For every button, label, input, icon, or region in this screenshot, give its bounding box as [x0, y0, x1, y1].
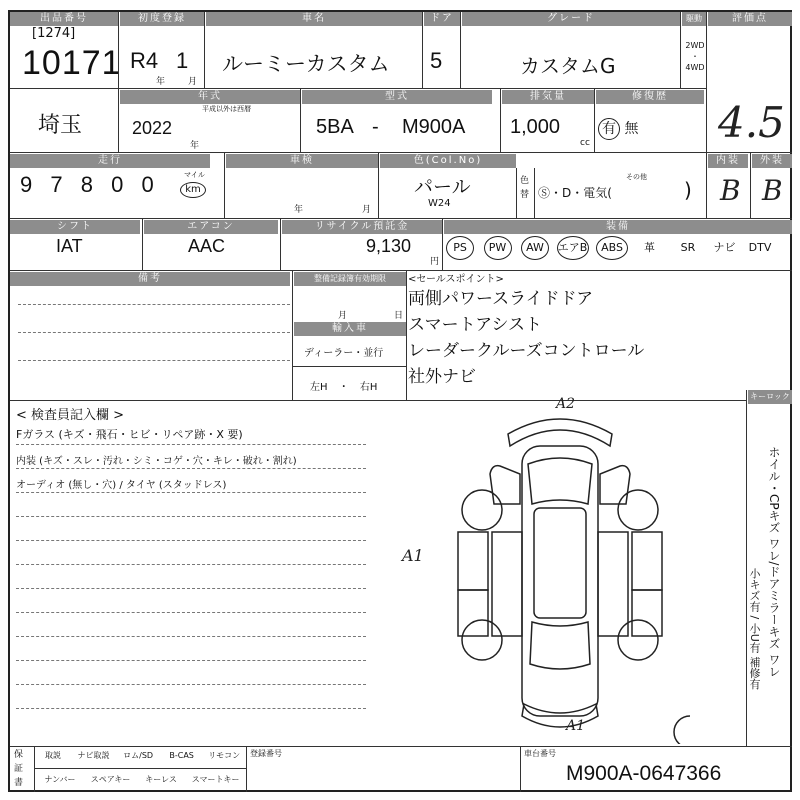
chassis-number: M900A-0647366 [566, 762, 722, 785]
model-prefix: 5BA [316, 116, 354, 138]
note-header: 備考 [10, 272, 290, 286]
acc-keyless: キーレス [145, 775, 177, 784]
auction-sheet [8, 10, 792, 792]
handle-right: 右H [359, 382, 378, 393]
handle-left: 左H [310, 382, 328, 393]
chassis-label: 車台番号 [524, 749, 556, 758]
mileage-unit-km [180, 182, 206, 198]
drive-4wd: 4WD [685, 63, 705, 72]
equip-ps: PS [446, 236, 474, 260]
color-type-close: ) [684, 178, 692, 202]
inspection-month-unit: 月 [362, 205, 372, 215]
equip-navi: ナビ [713, 241, 736, 254]
equip-airbag: エアB [557, 236, 589, 260]
year-unit: 年 [156, 77, 166, 87]
mark-front: A2 [556, 396, 576, 412]
equipment-header: 装備 [444, 220, 792, 234]
shift-value: IAT [56, 236, 83, 256]
warranty-label [14, 748, 23, 790]
sales-point: スマートアシスト [408, 315, 542, 335]
inspection-header: 車検 [226, 154, 378, 168]
equip-aw: AW [521, 236, 549, 260]
acc-number: ナンバー [44, 775, 76, 784]
equipment-row [446, 236, 792, 260]
recycle-unit: 円 [430, 257, 440, 267]
first-reg-header: 初度登録 [120, 12, 204, 26]
color-name: パール [414, 176, 471, 198]
inspector-line-audio: オーディオ (無し・穴) / タイヤ (スタッドレス) [16, 480, 227, 491]
drive-header: 駆動 [682, 12, 706, 26]
displacement-value: 1,000 [510, 116, 561, 138]
key-header: キーロック [748, 390, 792, 404]
mark-side: A1 [402, 546, 424, 565]
service-record-header: 整備記録簿有効期限 [294, 272, 406, 286]
acc-manual: 取説 [45, 751, 61, 760]
reg-no-label: 登録番号 [250, 749, 282, 758]
year-value: 2022 [132, 118, 173, 138]
history-value [598, 118, 638, 140]
drive-2wd: 2WD [685, 41, 705, 50]
acc-remote: リモコン [208, 751, 241, 760]
model-dash: - [372, 116, 379, 138]
inspector-line-interior: 内装 (キズ・スレ・汚れ・シミ・コゲ・穴・キレ・破れ・割れ) [16, 456, 297, 467]
handle-dot: ・ [338, 382, 349, 393]
import-header: 輸入車 [294, 322, 406, 336]
car-diagram [430, 404, 690, 744]
dealer-parallel: ディーラー・並行 [304, 348, 384, 359]
history-header: 修復歴 [596, 90, 704, 104]
color-change [520, 174, 529, 202]
history-yes: 有 [598, 118, 620, 140]
handle-side [310, 378, 377, 393]
color-change-1: 色 [520, 176, 530, 186]
score-value: 4.5 [718, 98, 785, 147]
mileage-digit: 0 [141, 172, 154, 197]
lot-bracket: [1274] [32, 26, 76, 41]
acc-smartkey: スマートキー [191, 775, 240, 784]
inspector-title: < 検査員記入欄 > [16, 408, 125, 423]
grade-header: グレード [462, 12, 680, 26]
mileage-digit: 9 [20, 172, 33, 197]
mileage-unit-mile: マイル [184, 171, 205, 179]
service-month: 月 [338, 311, 348, 321]
exterior-score: B [762, 174, 783, 207]
sales-point: 社外ナビ [408, 367, 476, 387]
color-code: W24 [428, 198, 451, 209]
car-name-header: 車名 [206, 12, 422, 26]
year-header: 年式 [120, 90, 300, 104]
region-value: 埼玉 [38, 113, 83, 138]
accessories-top [36, 750, 246, 761]
color-type-other: その他 [626, 173, 647, 181]
aircon-value: AAC [188, 236, 226, 256]
displacement-header: 排気量 [502, 90, 594, 104]
year-note: 平成以外は西暦 [202, 105, 251, 113]
mark-rear: A1 [566, 718, 586, 734]
drive-dot: ・ [691, 52, 699, 61]
mileage-header: 走行 [10, 154, 210, 168]
sales-point: 両側パワースライドドア [408, 289, 594, 309]
score-header: 評価点 [708, 12, 792, 26]
equip-pw: PW [484, 236, 512, 260]
acc-rom-sd: ロム/SD [123, 751, 154, 760]
inspection-year-unit: 年 [294, 205, 304, 215]
service-day: 日 [394, 311, 404, 321]
model-code: M900A [402, 116, 466, 138]
recycle-header: リサイクル預託金 [282, 220, 442, 234]
interior-header: 内装 [708, 154, 748, 168]
color-header: 色(Col.No) [380, 154, 516, 168]
first-reg-era: R4 [130, 48, 159, 73]
first-reg-month: 1 [176, 48, 189, 73]
car-name: ルーミーカスタム [222, 52, 390, 76]
sales-point: レーダークルーズコントロール [408, 341, 645, 361]
warranty-char: 保 [14, 750, 24, 760]
sales-points-header: <セールスポイント> [408, 274, 504, 285]
grade-value: カスタムG [520, 54, 616, 78]
exterior-header: 外装 [752, 154, 792, 168]
equip-leather: 革 [644, 241, 655, 254]
equip-sr: SR [680, 241, 696, 254]
km-circle: km [180, 182, 206, 198]
displacement-unit: cc [580, 138, 590, 148]
warranty-char: 証 [14, 764, 24, 774]
equip-dtv: DTV [748, 241, 772, 254]
acc-bcas: B-CAS [169, 751, 194, 760]
recycle-value: 9,130 [366, 236, 412, 256]
acc-spare-key: スペアキー [90, 775, 131, 784]
history-no: 無 [624, 121, 639, 137]
drive-options [684, 40, 706, 73]
doors-header: ドア [424, 12, 460, 26]
doors-value: 5 [430, 48, 443, 73]
side-note-2: 小キズ有 / 小U有 補修有 [748, 568, 761, 690]
color-type-options: Ⓢ・D・電気( [538, 186, 612, 200]
aircon-header: エアコン [144, 220, 278, 234]
lot-number: 10171 [22, 44, 122, 82]
color-change-2: 替 [520, 190, 530, 200]
warranty-char: 書 [14, 778, 24, 788]
side-note: ホイル・CPキズ ワレ/ドアミラーキズ ワレ [767, 446, 781, 678]
mileage-digits [20, 172, 154, 198]
interior-score: B [720, 174, 741, 207]
year-unit-2: 年 [190, 141, 200, 151]
shift-header: シフト [10, 220, 140, 234]
equip-abs: ABS [596, 236, 628, 260]
mileage-digit: 8 [80, 172, 93, 197]
sales-points [408, 286, 644, 390]
month-unit: 月 [188, 77, 198, 87]
lot-header: 出品番号 [10, 12, 118, 26]
mileage-digit: 0 [111, 172, 124, 197]
accessories-bottom [36, 774, 246, 785]
inspector-line-glass: Fガラス (キズ・飛石・ヒビ・リペア跡・X 要) [16, 428, 243, 441]
model-header: 型式 [302, 90, 492, 104]
mileage-digit: 7 [50, 172, 63, 197]
acc-navi-manual: ナビ取説 [77, 751, 110, 760]
